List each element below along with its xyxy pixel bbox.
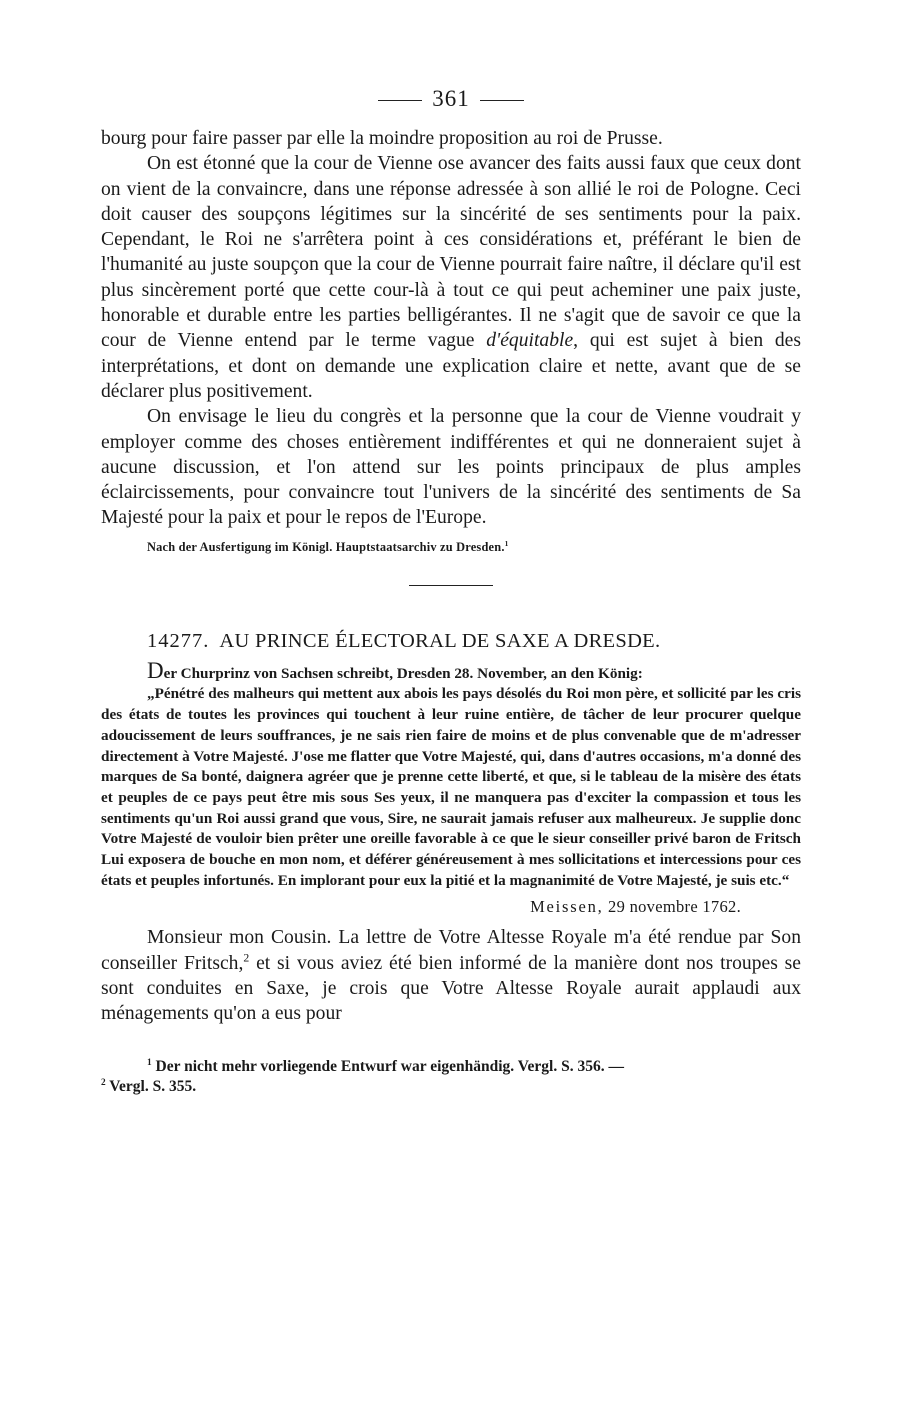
intro-text: er Churprinz von Sachsen schreibt, Dresden 28. November, an den König:	[163, 664, 643, 682]
document-page	[101, 86, 801, 1098]
dateline	[101, 897, 741, 917]
entry-number: 14277.	[147, 629, 210, 652]
dateline-date: 29 novembre 1762.	[608, 897, 741, 917]
footnote-2	[101, 1077, 801, 1098]
entry-title: AU PRINCE ÉLECTORAL DE SAXE A DRESDE.	[219, 629, 661, 652]
page-number-dash-right	[480, 100, 524, 101]
footnote-2-text: Vergl. S. 355.	[105, 1078, 197, 1096]
section-divider	[409, 585, 493, 586]
paragraph-3: On envisage le lieu du congrès et la personne que la cour de Vienne voudrait y employer comme des choses entièrement indifférentes et qui ne donneraient sujet à aucune discussion, et l'on attend sur les points principaux de plus amples éclaircissements, pour convaincre tout l'univers de la sincérité des sentiments de Sa Majesté pour la paix et pour le repos de l'Europe.	[101, 406, 801, 529]
page-number-text: 361	[432, 86, 470, 111]
archive-source-text: Nach der Ausfertigung im Königl. Hauptstaatsarchiv zu Dresden.	[147, 539, 505, 554]
reply-letter	[101, 925, 801, 1026]
paragraph-2	[101, 151, 801, 404]
reply-paragraph	[101, 925, 801, 1026]
footnotes	[101, 1057, 801, 1098]
footnote-ref-2: 2	[243, 951, 250, 965]
incoming-letter-quote: „Pénétré des malheurs qui mettent aux abois les pays désolés du Roi mon père, et sollicité par les cris des états de toutes les provinces qui touchent à leur ruine entière, de tâcher de leur procurer quelque adoucissement de leurs souffrances, je ne sais rien faire de moins et de plus convenable que de m'adresser directement à Votre Majesté. J'ose me flatter que Votre Majesté, qui, dans d'autres occasions, m'a donné des marques de Sa bonté, daignera agréer que je prenne cette liberté, et que, si le tableau de la misère des états et peuples de ce pays peut être mis sous Ses yeux, il ne manquera pas d'exciter la compassion et tous les sentiments qu'un Roi aussi grand que vous, Sire, ne saurait jamais refuser aux malheureux. Je supplie donc Votre Majesté de vouloir bien prêter une oreille favorable à ce que le sieur conseiller privé baron de Fritsch Lui exposera de bouche en mon nom, et déférer généreusement à mes sollicitations et intercessions pour ces états et peuples infortunés. En implorant pour eux la pitié et la magnanimité de Votre Majesté, je suis etc.“	[101, 685, 801, 889]
page-number-dash-left	[378, 100, 422, 101]
footnote-1-text: Der nicht mehr vorliegende Entwurf war eigenhändig. Vergl. S. 356. —	[151, 1057, 624, 1075]
entry-heading	[147, 630, 801, 653]
footnote-1	[101, 1057, 801, 1078]
footnote-ref-1: 1	[504, 538, 509, 548]
paragraph-2-italic: d'équitable	[486, 330, 574, 352]
continuation-text	[101, 126, 801, 531]
page-number	[101, 86, 801, 112]
dateline-place: Meissen,	[530, 897, 604, 917]
reply-text-b: et si vous aviez été bien informé de la manière dont nos troupes se sont conduites en Saxe, je crois que Votre Altesse Royale aurait applaudi aux ménagements qu'on a eus pour	[101, 952, 802, 1025]
incoming-letter-intro	[101, 657, 801, 685]
paragraph-1: bourg pour faire passer par elle la moindre proposition au roi de Prusse.	[101, 128, 663, 149]
paragraph-2-start: On est étonné que la cour de Vienne ose avancer des faits aussi faux que ceux dont on vient de la convaincre, dans une réponse adressée à son allié le roi de Pologne. Ceci doit causer des soupçons légitimes sur la sincérité de ses sentiments pour la paix. Cependant, le Roi ne s'arrêtera point à ces considérations et, préférant le bien de l'humanité au juste soupçon que la cour de Vienne pourrait faire naître, il déclare qu'il est plus sincèrement porté que cette cour-là à tout ce qui peut acheminer une paix juste, honorable et durable entre les parties belligérantes. Il ne s'agit que de savoir ce que la cour de Vienne entend par le terme vague	[101, 153, 801, 352]
dropcap: D	[147, 657, 164, 683]
footnote-1-mark: 1	[147, 1057, 152, 1068]
archive-source	[147, 540, 801, 555]
paragraph-2-end: , qui est sujet à bien des interprétations, et dont on demande une explication claire et nette, avant que de se déclarer plus positivement.	[101, 330, 801, 402]
footnote-2-mark: 2	[101, 1078, 106, 1089]
incoming-letter	[101, 657, 801, 892]
reply-text-a: Monsieur mon Cousin. La lettre de Votre Altesse Royale m'a été rendue par Son conseiller Fritsch,	[101, 927, 801, 974]
